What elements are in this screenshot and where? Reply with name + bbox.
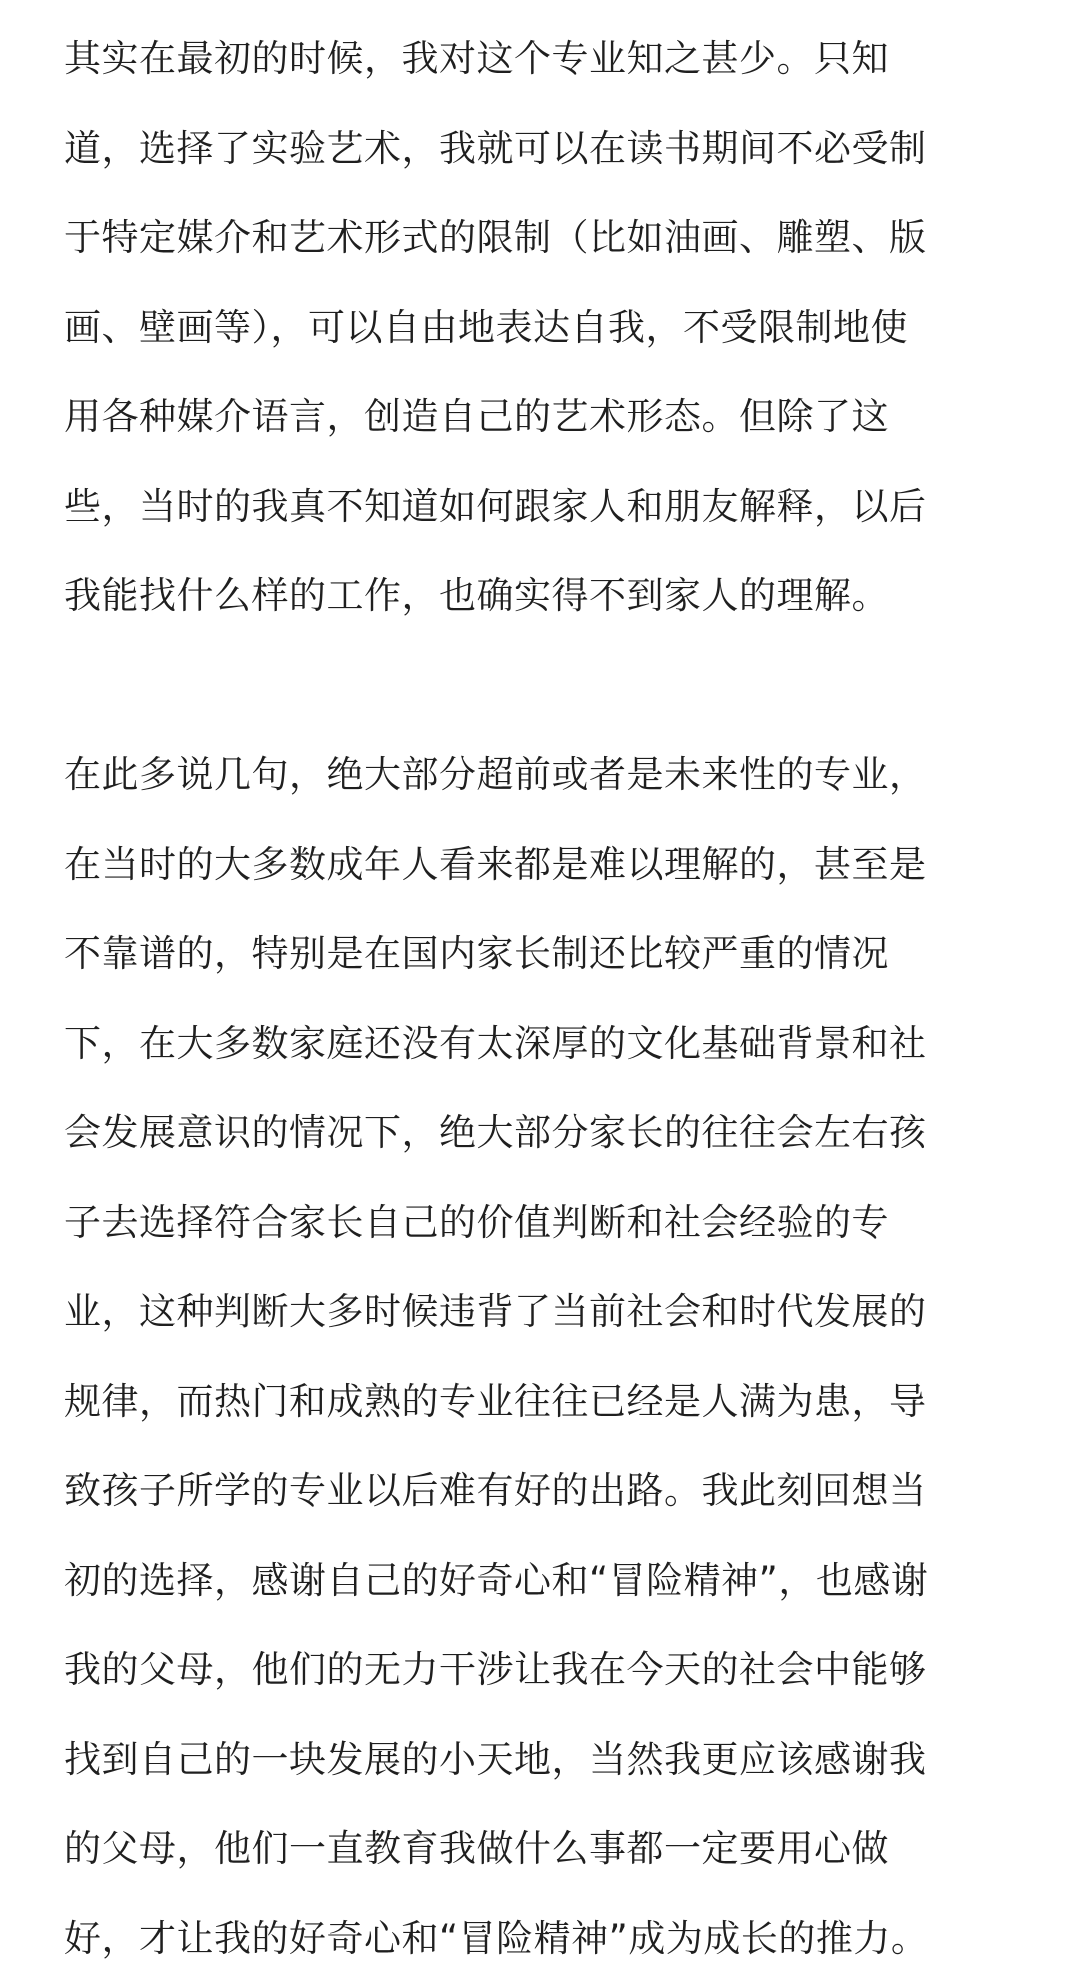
article-body: [64, 14, 1016, 1983]
text-line: 用各种媒介语言，创造自己的艺术形态。但除了这: [64, 372, 1016, 462]
text-line: 画、壁画等），可以自由地表达自我，不受限制地使: [64, 283, 1016, 373]
paragraph-spacer: [64, 641, 1016, 731]
text-line: 子去选择符合家长自己的价值判断和社会经验的专: [64, 1178, 1016, 1268]
text-line: 在当时的大多数成年人看来都是难以理解的，甚至是: [64, 820, 1016, 910]
text-line: 不靠谱的，特别是在国内家长制还比较严重的情况: [64, 909, 1016, 999]
text-line: 找到自己的一块发展的小天地，当然我更应该感谢我: [64, 1715, 1016, 1805]
text-line: 我的父母，他们的无力干涉让我在今天的社会中能够: [64, 1625, 1016, 1715]
text-line: 致孩子所学的专业以后难有好的出路。我此刻回想当: [64, 1446, 1016, 1536]
paragraph-1: [64, 14, 1016, 641]
paragraph-2: [64, 730, 1016, 1983]
text-line: 会发展意识的情况下，绝大部分家长的往往会左右孩: [64, 1088, 1016, 1178]
text-line: 初的选择，感谢自己的好奇心和“冒险精神”，也感谢: [64, 1536, 1016, 1626]
text-line: 业，这种判断大多时候违背了当前社会和时代发展的: [64, 1267, 1016, 1357]
text-line: 在此多说几句，绝大部分超前或者是未来性的专业，: [64, 730, 1016, 820]
text-line: 的父母，他们一直教育我做什么事都一定要用心做: [64, 1804, 1016, 1894]
text-line: 我能找什么样的工作，也确实得不到家人的理解。: [64, 551, 1016, 641]
text-line: 其实在最初的时候，我对这个专业知之甚少。只知: [64, 14, 1016, 104]
text-line: 下，在大多数家庭还没有太深厚的文化基础背景和社: [64, 999, 1016, 1089]
text-line: 好，才让我的好奇心和“冒险精神”成为成长的推力。: [64, 1894, 1016, 1983]
text-line: 规律，而热门和成熟的专业往往已经是人满为患，导: [64, 1357, 1016, 1447]
text-line: 于特定媒介和艺术形式的限制（比如油画、雕塑、版: [64, 193, 1016, 283]
text-line: 道，选择了实验艺术，我就可以在读书期间不必受制: [64, 104, 1016, 194]
text-line: 些，当时的我真不知道如何跟家人和朋友解释，以后: [64, 462, 1016, 552]
